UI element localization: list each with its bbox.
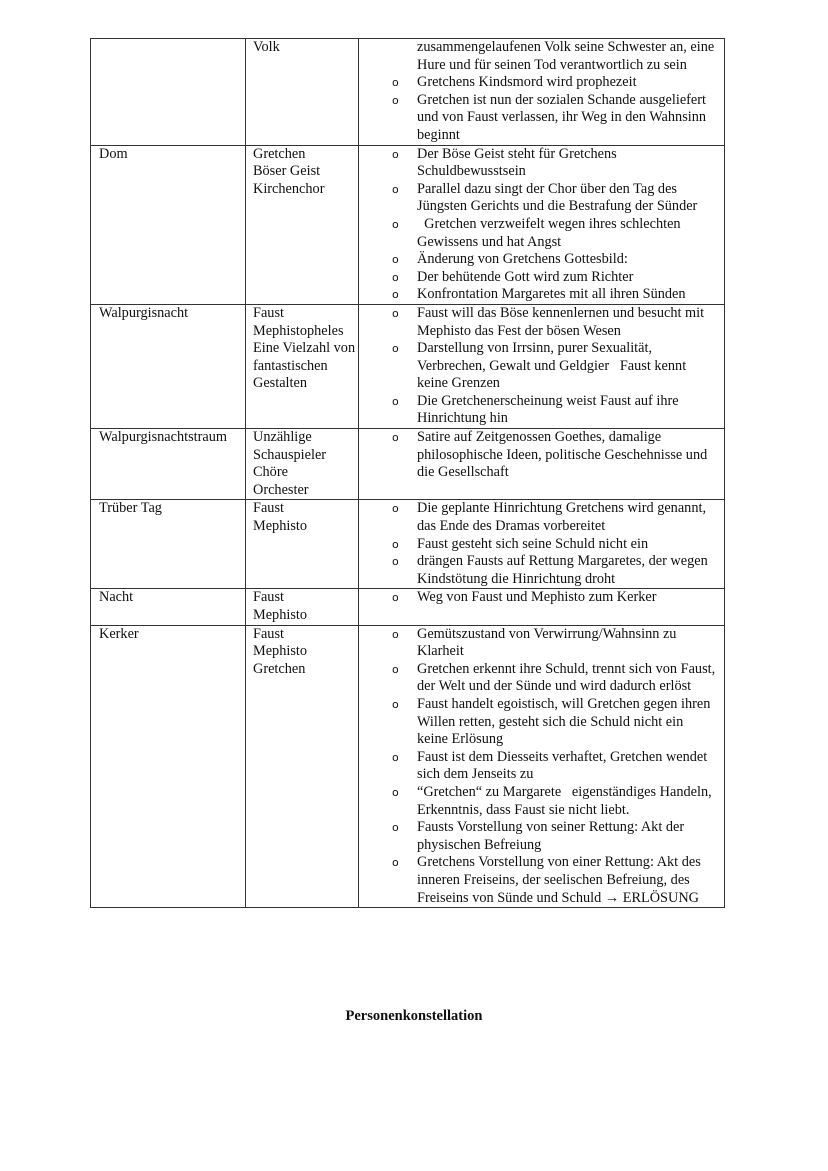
note-text: Satire auf Zeitgenossen Goethes, damalige philosophische Ideen, politische Geschehnisse und die Gesellschaft <box>417 429 711 481</box>
notes-cell <box>359 500 725 589</box>
notes-list <box>359 305 724 428</box>
character-name: Volk <box>253 39 280 55</box>
list-item <box>392 500 718 535</box>
list-item <box>392 145 718 181</box>
character-name: Kirchenchor <box>253 180 325 197</box>
scene-name: Kerker <box>99 625 139 642</box>
scene-name: Trüber Tag <box>99 500 162 517</box>
bullet-icon: o <box>392 270 399 284</box>
bullet-icon: o <box>392 555 399 569</box>
note-text: Konfrontation Margaretes mit all ihren Sünden <box>417 286 686 303</box>
scene-cell <box>91 589 246 625</box>
bullet-icon: o <box>392 750 399 764</box>
bullet-icon: o <box>392 502 399 516</box>
bullet-icon: o <box>392 253 399 267</box>
scene-name: Nacht <box>99 589 134 606</box>
bullet-icon: o <box>392 785 399 799</box>
scene-cell <box>91 145 246 304</box>
table-row <box>91 429 725 500</box>
list-item <box>392 180 718 216</box>
characters-cell <box>246 589 359 625</box>
bullet-icon: o <box>392 217 399 231</box>
notes-list <box>359 429 724 482</box>
character-name: Chöre <box>253 464 288 481</box>
character-name: Mephistopheles <box>253 322 344 339</box>
scene-cell <box>91 625 246 908</box>
note-text: Parallel dazu singt der Chor über den Tag des Jüngsten Gerichts und die Bestrafung der Sünder <box>417 180 698 215</box>
section-heading: Personenkonstellation <box>345 1008 483 1024</box>
characters-cell <box>246 39 359 146</box>
bullet-icon: o <box>392 591 399 605</box>
note-text: Gretchens Kindsmord wird prophezeit <box>417 74 637 91</box>
notes-cell <box>359 304 725 428</box>
note-text: Faust ist dem Diesseits verhaftet, Gretchen wendet sich dem Jenseits zu <box>417 748 711 783</box>
character-name: Faust <box>253 500 284 517</box>
character-name: Orchester <box>253 481 309 498</box>
notes-cell <box>359 145 725 304</box>
note-text: Fausts Vorstellung von seiner Rettung: Akt der physischen Befreiung <box>417 819 688 853</box>
bullet-icon: o <box>392 394 399 408</box>
bullet-icon: o <box>392 76 399 90</box>
note-text: Weg von Faust und Mephisto zum Kerker <box>417 589 657 606</box>
list-item <box>392 783 718 819</box>
note-text: Faust will das Böse kennenlernen und besucht mit Mephisto das Fest der bösen Wesen <box>417 304 708 339</box>
bullet-icon: o <box>392 821 399 835</box>
list-item <box>392 268 718 287</box>
scene-cell <box>91 304 246 428</box>
notes-cell <box>359 429 725 500</box>
list-item <box>392 392 718 428</box>
note-text: “Gretchen“ zu Margarete eigenständiges Handeln, Erkenntnis, dass Faust sie nicht liebt. <box>417 783 716 818</box>
scene-table-body <box>91 39 725 908</box>
table-row <box>91 625 725 908</box>
scene-name: Walpurgisnacht <box>99 304 189 321</box>
list-item <box>392 429 718 482</box>
bullet-icon: o <box>392 662 399 676</box>
notes-list <box>359 146 724 304</box>
notes-list <box>359 589 724 607</box>
bullet-icon: o <box>392 342 399 356</box>
table-row <box>91 500 725 589</box>
characters-cell <box>246 625 359 908</box>
scene-cell <box>91 39 246 146</box>
characters-cell <box>246 145 359 304</box>
characters-cell <box>246 304 359 428</box>
notes-cell <box>359 39 725 146</box>
bullet-icon: o <box>392 182 399 196</box>
scene-table <box>90 38 725 908</box>
characters-cell <box>246 500 359 589</box>
character-name: Böser Geist <box>253 163 321 180</box>
list-item <box>392 553 718 588</box>
character-name: Mephisto <box>253 643 308 660</box>
bullet-icon: o <box>392 537 399 551</box>
bullet-icon: o <box>392 856 399 870</box>
notes-list <box>359 39 724 145</box>
bullet-icon: o <box>392 697 399 711</box>
table-row <box>91 145 725 304</box>
notes-list <box>359 500 724 588</box>
list-item <box>392 589 718 607</box>
table-row <box>91 304 725 428</box>
character-name: Gretchen <box>253 660 306 677</box>
scene-cell <box>91 500 246 589</box>
note-text: Änderung von Gretchens Gottesbild: <box>417 251 628 268</box>
note-text: Der behütende Gott wird zum Richter <box>417 268 634 285</box>
character-name: Mephisto <box>253 607 308 623</box>
scene-name: Walpurgisnachtstraum <box>99 429 228 446</box>
note-text: Gemütszustand von Verwirrung/Wahnsinn zu Klarheit <box>417 625 681 660</box>
list-item <box>392 819 718 854</box>
character-name: Unzählige Schauspieler <box>253 429 327 463</box>
note-text: Die Gretchenerscheinung weist Faust auf ihre Hinrichtung hin <box>417 392 683 427</box>
character-name: Faust <box>253 304 284 321</box>
list-item <box>392 251 718 269</box>
list-item <box>392 74 718 92</box>
bullet-icon: o <box>392 306 399 320</box>
list-item <box>392 748 718 784</box>
list-item <box>392 625 718 661</box>
note-text: Der Böse Geist steht für Gretchens Schuldbewusstsein <box>417 145 621 180</box>
scene-cell <box>91 429 246 500</box>
list-item <box>392 286 718 304</box>
scene-name: Dom <box>99 145 128 162</box>
character-name: Mephisto <box>253 518 308 535</box>
character-name: Faust <box>253 589 284 606</box>
note-text: Faust gesteht sich seine Schuld nicht ein <box>417 535 649 552</box>
bullet-icon: o <box>392 288 399 302</box>
notes-cell <box>359 625 725 908</box>
list-item <box>392 660 719 696</box>
note-text: Gretchen ist nun der sozialen Schande ausgeliefert und von Faust verlassen, ihr Weg in den Wahnsinn beginnt <box>417 91 710 143</box>
table-row <box>91 589 725 625</box>
character-name: Faust <box>253 625 284 642</box>
note-text: Gretchen erkennt ihre Schuld, trennt sich von Faust, der Welt und der Sünde und wird dadurch erlöst <box>417 660 719 695</box>
note-text: Die geplante Hinrichtung Gretchens wird genannt, das Ende des Dramas vorbereitet <box>417 500 710 535</box>
bullet-icon: o <box>392 431 399 445</box>
note-text: Faust handelt egoistisch, will Gretchen gegen ihren Willen retten, gesteht sich die Schuld nicht ein keine Erlösung <box>417 695 714 748</box>
note-text: zusammengelaufenen Volk seine Schwester an, eine Hure und für seinen Tod verantwortlich zu sein <box>417 39 718 73</box>
list-item <box>392 695 718 749</box>
list-item <box>392 91 718 145</box>
list-item <box>417 39 718 74</box>
list-item <box>392 304 718 340</box>
list-item <box>392 854 718 907</box>
note-text: Gretchens Vorstellung von einer Rettung: Akt des inneren Freiseins, der seelischen Befreiung, des Freiseins von Sünde und Schuld → ERLÖSUNG <box>417 854 705 906</box>
notes-cell <box>359 589 725 625</box>
note-text: Gretchen verzweifelt wegen ihres schlechten Gewissens und hat Angst <box>417 215 685 250</box>
bullet-icon: o <box>392 93 399 107</box>
character-name: Eine Vielzahl von fantastischen Gestalten <box>253 340 356 392</box>
characters-cell <box>246 429 359 500</box>
list-item <box>392 340 718 393</box>
notes-list <box>359 626 724 908</box>
list-item <box>392 535 718 554</box>
note-text: drängen Fausts auf Rettung Margaretes, der wegen Kindstötung die Hinrichtung droht <box>417 553 712 587</box>
bullet-icon: o <box>392 147 399 161</box>
character-name: Gretchen <box>253 145 306 162</box>
note-text: Darstellung von Irrsinn, purer Sexualität, Verbrechen, Gewalt und Geldgier Faust kennt keine Grenzen <box>417 340 690 392</box>
bullet-icon: o <box>392 627 399 641</box>
list-item <box>392 215 718 251</box>
table-row <box>91 39 725 146</box>
